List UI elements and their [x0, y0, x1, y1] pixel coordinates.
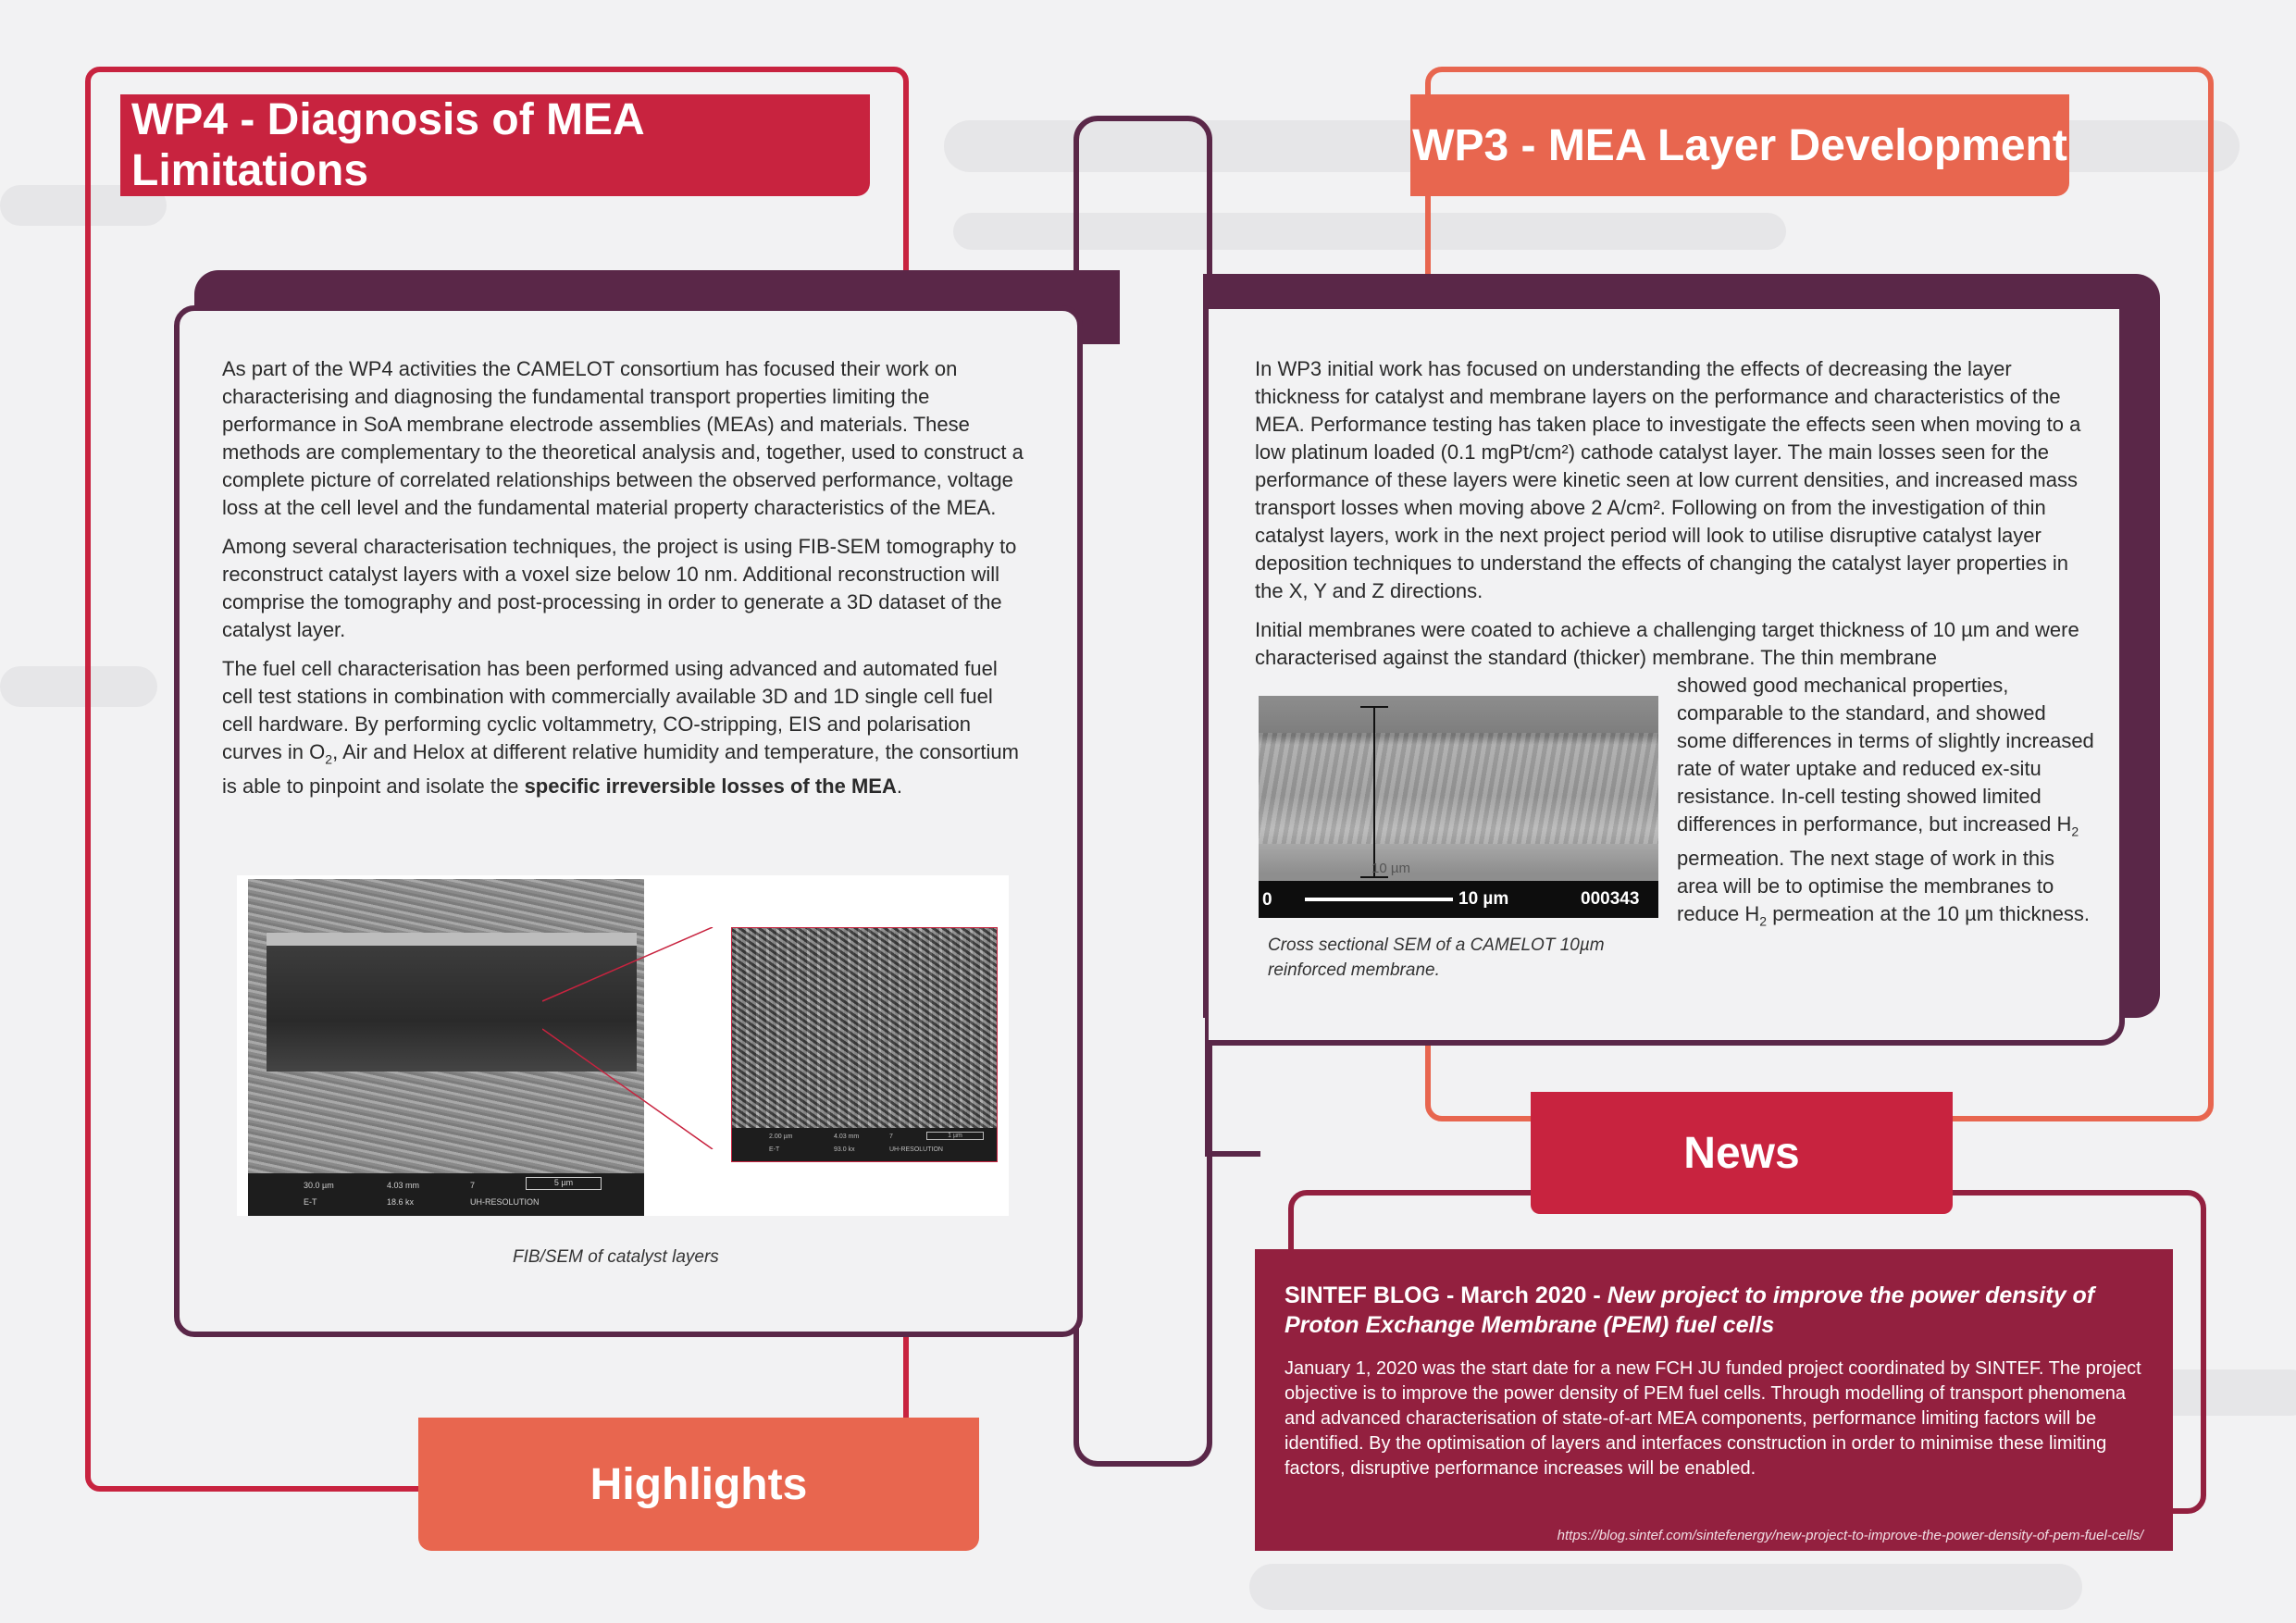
- fib-sem-zoom-image: [731, 927, 998, 1162]
- news-link[interactable]: https://blog.sintef.com/sintefenergy/new-project-to-improve-the-power-density-of-pem-fuel-cells/: [1557, 1528, 2143, 1543]
- news-card: [1255, 1249, 2173, 1551]
- news-title: News: [1683, 1128, 1800, 1178]
- wp3-title-banner: [1410, 94, 2069, 196]
- wp4-title-banner: [120, 94, 870, 196]
- highlights-title: Highlights: [590, 1459, 808, 1509]
- news-banner: [1531, 1092, 1953, 1214]
- thickness-label: 10 µm: [1371, 861, 1410, 876]
- fib-sem-info-bar: 30.0 µm 4.03 mm 7 5 µm E-T 18.6 kx UH-RESOLUTION: [248, 1173, 644, 1216]
- fib-sem-zoom-info-bar: 2.00 µm 4.03 mm 7 1 µm E-T 93.0 kx UH-RESOLUTION: [732, 1128, 997, 1161]
- wp3-body: [1255, 355, 2095, 672]
- membrane-sem-info-bar: 0 10 µm 000343: [1259, 881, 1658, 918]
- zoom-lines: [542, 927, 727, 1149]
- highlights-banner: [418, 1418, 979, 1551]
- scale-bar: [1305, 898, 1453, 901]
- membrane-sem-image: [1259, 696, 1658, 918]
- thickness-marker: [1351, 705, 1407, 881]
- wp3-paragraph-1: In WP3 initial work has focused on understanding the effects of decreasing the layer thickness for catalyst and membrane layers on the performance and characteristics of the MEA. Performance testing has taken place to investigate the effects seen when moving to a low platinum loaded (0.1 mgPt/cm²) cathode catalyst layer. The main losses seen for the performance of these layers were kinetic seen at low current densities, and increased mass transport losses when moving above 2 A/cm². Following on from the investigation of thin catalyst layers, work in the next project period will look to utilise disruptive catalyst layer deposition techniques to understand the effects of changing the catalyst layer properties in the X, Y and Z directions.: [1255, 357, 2081, 602]
- wp4-title: WP4 - Diagnosis of MEA Limitations: [131, 95, 643, 195]
- wp3-title: WP3 - MEA Layer Development: [1412, 120, 2067, 170]
- wp3-paragraph-2: Initial membranes were coated to achieve a challenging target thickness of 10 µm and were characterised against the standard (thicker) membrane. The thin membrane: [1255, 618, 2079, 669]
- wp3-side-text: showed good mechanical properties, comparable to the standard, and showed some differences in terms of slightly increased rate of water uptake and reduced ex-situ resistance. In-cell testing showed limited differences in performance, but increased $H_2$ permeation. The next stage of work in this area will be to optimise the membranes to reduce $H_2$ permeation at the 10 µm thickness.: [1677, 674, 2094, 929]
- wp4-paragraph-3: The fuel cell characterisation has been performed using advanced and automated fuel cell test stations in combination with commercially available 3D and 1D single cell fuel cell hardware. By performing cyclic voltammetry, CO-stripping, EIS and polarisation curves in $O_2$, Air and Helox at different relative humidity and temperature, the consortium is able to pinpoint and isolate the specific irreversible losses of the MEA.: [222, 657, 1019, 799]
- membrane-sem-caption: Cross sectional SEM of a CAMELOT 10µm reinforced membrane.: [1268, 935, 1605, 980]
- fib-sem-caption: FIB/SEM of catalyst layers: [513, 1247, 719, 1267]
- fib-sem-figure: [237, 875, 1009, 1216]
- background-stripe: [1249, 1564, 2082, 1610]
- wp4-body: [222, 355, 1027, 812]
- wp4-paragraph-2: Among several characterisation techniques, the project is using FIB-SEM tomography to reconstruct catalyst layers with a voxel size below 10 nm. Additional reconstruction will comprise the tomography and post-processing in order to generate a 3D dataset of the catalyst layer.: [222, 535, 1017, 641]
- news-headline-italic: New project to improve the power density of Proton Exchange Membrane (PEM) fuel cells: [1285, 1282, 2095, 1338]
- wp4-paragraph-1: As part of the WP4 activities the CAMELOT consortium has focused their work on characterising and diagnosing the fundamental transport properties limiting the performance in SoA membrane electrode assemblies (MEAs) and materials. These methods are complementary to the theoretical analysis and, together, used to construct a complete picture of correlated relationships between the observed performance, voltage loss at the cell level and the fundamental material property characteristics of the MEA.: [222, 357, 1024, 519]
- wp4-emphasis: specific irreversible losses of the MEA: [524, 774, 897, 799]
- news-headline: SINTEF BLOG - March 2020 - New project to improve the power density of Proton Exchange Membrane (PEM) fuel cells: [1285, 1282, 2095, 1338]
- news-body: January 1, 2020 was the start date for a new FCH JU funded project coordinated by SINTEF. The project objective is to improve the power density of PEM fuel cells. Through modelling of transport phenomena and advanced characterisation of state-of-art MEA components, performance limiting factors will be identified. By the optimisation of layers and interfaces construction in order to minimise these limiting factors, disruptive performance increases will be enabled.: [1285, 1358, 2141, 1479]
- membrane-layer: [1259, 733, 1658, 844]
